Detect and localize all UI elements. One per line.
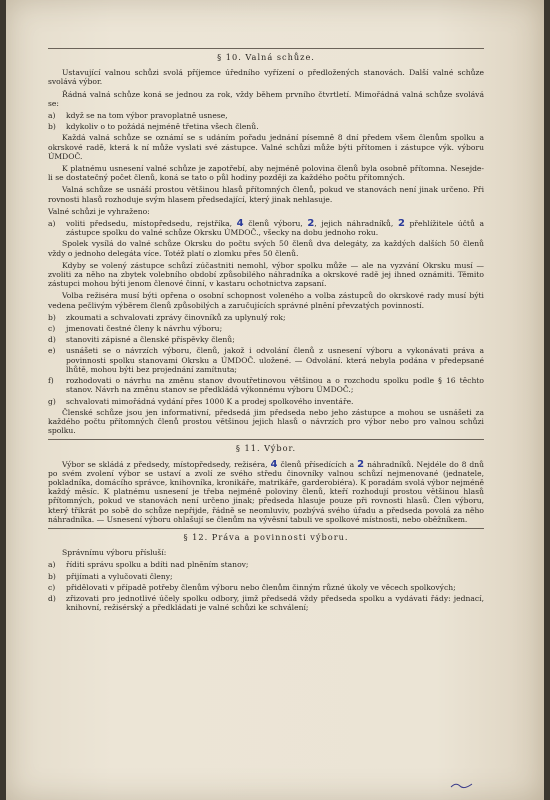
item-text: stanoviti zápisné a členské příspěvky členů; (66, 335, 235, 345)
pencil-mark (450, 780, 474, 790)
divider (48, 48, 484, 49)
handwritten-number: 2 (307, 218, 315, 230)
item-text: kdykoliv o to požádá nejméně třetina všech členů. (66, 122, 259, 132)
list-item (48, 560, 484, 569)
paragraph-part: členů přísedících a (280, 459, 355, 469)
item-text: zkoumati a schvalovati zprávy činovníků za uplynulý rok; (66, 312, 286, 322)
list-item (48, 583, 484, 592)
paragraph (48, 460, 484, 524)
paragraph: Ustavující valnou schůzi svolá příjemce úředního vyřízení o předložených stanovách. Další valné schůze svolává výbor. (48, 68, 484, 87)
item-text: zřizovati pro jednotlivé účely spolku odbory, jimž předsedá vždy předseda spolku a vydávati řády: jednací, knihovní, režisérský a předkládati je valné schůzi ke schválení; (66, 593, 484, 613)
paragraph: Řádná valná schůze koná se jednou za rok, vždy během prvního čtvrtletí. Mimořádná valná schůze svolává se: (48, 89, 484, 108)
item-label: g) (48, 396, 56, 406)
item-label: a) (48, 111, 56, 121)
item-text-part: přehlížitele účtů a zástupce spolku do valné schůze Okrsku ÚMDOČ., všecky na dobu jednoho roku. (66, 219, 484, 238)
list-item (48, 111, 484, 120)
item-text: rozhodovati o návrhu na změnu stanov dvoutřetinovou většinou a o rozchodu spolku podle § 16 těchto stanov. Návrh na změnu stanov se předkládá výkonnému výboru ÚMDOČ.; (66, 376, 484, 395)
item-text: přidělovati v případě potřeby členům výboru nebo členům činným různé úkoly ve věcech spolkových; (66, 582, 456, 592)
paragraph-part: Výbor se skládá z předsedy, místopředsedy, režiséra, (62, 459, 268, 469)
paragraph: Valná schůze se usnáší prostou většinou hlasů přítomných členů, pokud ve stanovách není jinak určeno. Při rovnosti hlasů rozhoduje svým hlasem předsedající, který jinak nehlasuje. (48, 185, 484, 204)
divider (48, 439, 484, 440)
item-label: d) (48, 593, 56, 603)
list-item (48, 324, 484, 333)
item-label: e) (48, 346, 56, 356)
paragraph: Členské schůze jsou jen informativní, předsedá jim předseda nebo jeho zástupce a mohou se usnášeti za každého počtu přítomných členů prostou většinou jejich hlasů o návrzích pro výbor nebo pro valnou schůzi spolku. (48, 407, 484, 436)
item-text-part: členů výboru, (248, 219, 303, 229)
document-page (6, 0, 544, 800)
item-text-part: voliti předsedu, místopředsedu, rejstříka, (66, 219, 233, 229)
item-text: říditi správu spolku a bdíti nad plněním stanov; (66, 560, 249, 570)
list-item (48, 335, 484, 344)
paragraph: K platnému usnesení valné schůze je zapotřebí, aby nejméně polovina členů byla osobně přítomna. Nesejde-li se dostatečný počet členů, koná se tato o půl hodiny později za každého počtu přítomných. (48, 164, 484, 183)
handwritten-number: 2 (357, 458, 365, 470)
section-11-heading: § 11. Výbor. (235, 443, 297, 454)
item-label: b) (48, 312, 56, 322)
paragraph-part: náhradníků. Nejdéle do 8 dnů po svém zvolení výbor se ustaví a zvolí ze svého středu činovníky valnou schůzí nejmenované (jednatele, pokladníka, domácího správce, knihovníka, kronikáře, matrikáře, garderobiéra). K poradám svolá výbor nejméně každý měsíc. K platnému usnesení je třeba nejméně poloviny členů, kteří rozhodují prostou většinou hlasů přítomných, pokud ve stanovách není určeno jinak; předseda hlasuje pouze při rovnosti hlasů. Člen výboru, který třikrát po sobě do schůze nepřijde, řádně se neomluviv, pozbývá svého úřadu a předseda povolá za něho náhradníka. — Usnesení výboru ohlašují se členům na vývěsní tabuli ve spolkové místnosti, nebo oběžníkem. (48, 459, 485, 524)
list-item (48, 313, 484, 322)
list-item (48, 594, 484, 612)
divider (48, 528, 484, 529)
item-label: d) (48, 335, 56, 345)
item-text (66, 219, 484, 237)
handwritten-number: 2 (397, 218, 405, 230)
section-10-heading: § 10. Valná schůze. (217, 52, 315, 62)
paragraph: Kdyby se volený zástupce schůzí zúčastniti nemohl, výbor spolku může — ale na vyzvání Okrsku musí — zvoliti za něho na zbytek volebního období způsobilého náhradníka a okrskové radě jej ihned oznámiti. Těmito zástupci mohou býti jenom členové činní, v kastaru ochotnictva zapsaní. (48, 260, 484, 289)
list-item (48, 122, 484, 131)
handwritten-number: 4 (270, 458, 278, 470)
item-text-part: , jejich náhradníků, (314, 219, 394, 229)
item-label: a) (48, 219, 56, 229)
paragraph: Valné schůzi je vyhraženo: (48, 206, 150, 216)
item-text: jmenovati čestné členy k návrhu výboru; (66, 324, 223, 334)
paragraph: Správnímu výboru přísluší: (62, 548, 167, 558)
item-label: f) (48, 376, 54, 386)
item-label: a) (48, 560, 56, 570)
paragraph: Každá valná schůze se oznámí se s udáním pořadu jednání písemně 8 dní předem všem členům spolku a okrskové radě, která k ní může vyslati své zástupce. Valné schůzi může býti přítomen i zástupce výk. výboru ÚMDOČ. (48, 133, 484, 161)
paragraph: Spolek vysílá do valné schůze Okrsku do počtu svých 50 členů dva delegáty, za každých dalších 50 členů vždy o jednoho delegáta více. Totéž platí o zlomku přes 50 členů. (48, 239, 484, 258)
list-item (48, 397, 484, 406)
item-text: přijímati a vylučovati členy; (66, 571, 173, 581)
list-item (48, 219, 484, 237)
handwritten-number: 4 (236, 218, 244, 230)
list-item (48, 376, 484, 394)
item-label: c) (48, 582, 56, 592)
document-content (48, 44, 484, 614)
item-text: když se na tom výbor pravoplatně usnese, (66, 111, 228, 121)
list-item (48, 572, 484, 581)
item-label: b) (48, 571, 56, 581)
item-label: c) (48, 324, 56, 334)
item-text: schvalovati mimořádná vydání přes 1000 K a prodej spolkového inventáře. (66, 396, 354, 406)
section-12-heading: § 12. Práva a povinnosti výboru. (183, 531, 349, 542)
item-label: b) (48, 122, 56, 132)
list-item (48, 346, 484, 374)
paragraph: Volba režiséra musí býti opřena o osobní schopnost voleného a volba zástupců do okrskové rady musí býti vedena pečlivým výběrem členů způsobilých a zaručujících správné plnění převzatých povinností. (48, 291, 484, 310)
item-text: usnášeti se o návrzích výboru, členů, jakož i odvolání členů z usnesení výboru a vykonávati práva a povinnosti spolku stanovami Okrsku a ÚMDOČ. uložené. — Odvolání. která nebyla podána v předepsané lhůtě, mohou býti bez projednání zamítnuta; (66, 346, 484, 374)
